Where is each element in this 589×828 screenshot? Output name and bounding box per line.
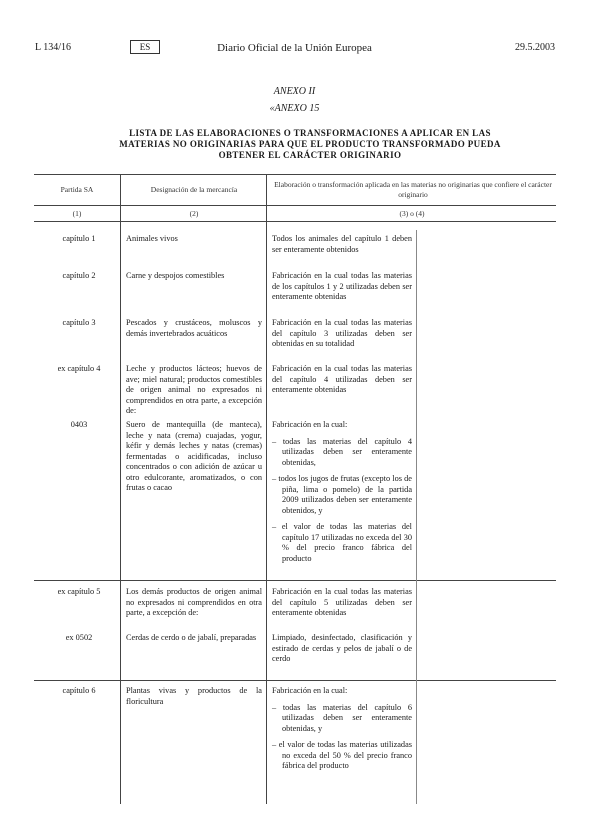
processing-rule <box>272 420 412 564</box>
hs-code: capítulo 6 <box>62 686 96 695</box>
column-header-description: Designación de la mercancía <box>150 185 238 194</box>
rule-item: – todos los jugos de frutas (excepto los de piña, lima o pomelo) de la partida 2009 utilizados deben ser enteramente obtenidos, y <box>272 474 412 515</box>
column-number: (2) <box>189 209 199 218</box>
hs-code: ex capítulo 4 <box>57 364 101 373</box>
header-rule <box>34 205 556 206</box>
column-header-processing: Elaboración o transformación aplicada en las materias no originarias que confiere el carácter originario <box>274 180 552 199</box>
hs-code: capítulo 3 <box>62 318 96 327</box>
journal-title: Diario Oficial de la Unión Europea <box>217 42 372 54</box>
hs-code: capítulo 1 <box>62 234 96 243</box>
hs-code: capítulo 2 <box>62 271 96 280</box>
hs-code: ex capítulo 5 <box>57 587 101 596</box>
column-number: (3) o (4) <box>399 209 425 218</box>
goods-description: Carne y despojos comestibles <box>126 271 225 280</box>
column-number: (1) <box>72 209 82 218</box>
rule-item: – el valor de todas las materias del capítulo 17 utilizadas no exceda del 30 % del precio franco fábrica del producto <box>272 522 412 563</box>
rule-item: – todas las materias del capítulo 6 utilizadas deben ser enteramente obtenidas, y <box>272 702 412 733</box>
processing-rule <box>272 686 412 772</box>
hs-code: 0403 <box>70 420 88 429</box>
processing-rule: Todos los animales del capítulo 1 deben ser enteramente obtenidos <box>272 234 412 254</box>
annex-heading: ANEXO II <box>273 86 316 97</box>
column-divider <box>120 174 121 804</box>
publication-date: 29.5.2003 <box>515 42 555 53</box>
document-title: LISTA DE LAS ELABORACIONES O TRANSFORMACIONES A APLICAR EN LAS MATERIAS NO ORIGINARIAS PARA QUE EL PRODUCTO TRANSFORMADO PUEDA OBTENER EL CARÁCTER ORIGINARIO <box>119 128 501 160</box>
goods-description: Pescados y crustáceos, moluscos y demás invertebrados acuáticos <box>126 318 262 338</box>
processing-rule: Limpiado, desinfectado, clasificación y estirado de cerdas y pelos de jabalí o de cerdo <box>272 633 412 663</box>
column-divider <box>266 174 267 804</box>
goods-description: Leche y productos lácteos; huevos de ave; miel natural; productos comestibles de origen animal no expresados ni comprendidos en otra parte, a excepción de: <box>126 364 262 415</box>
rule-item: – todas las materias del capítulo 4 utilizadas deben ser enteramente obtenidas, <box>272 436 412 467</box>
rule-intro: Fabricación en la cual: <box>272 420 348 429</box>
processing-rule: Fabricación en la cual todas las materias del capítulo 3 utilizadas deben ser obtenidas en su totalidad <box>272 318 412 348</box>
row-separator <box>34 680 556 681</box>
page-reference: L 134/16 <box>35 42 72 53</box>
row-separator <box>34 580 556 581</box>
annex-15-heading: «ANEXO 15 <box>269 103 320 114</box>
table-top-rule <box>34 174 556 175</box>
goods-description: Cerdas de cerdo o de jabalí, preparadas <box>126 633 257 642</box>
processing-rule: Fabricación en la cual todas las materias del capítulo 4 utilizadas deben ser enteramente obtenidas <box>272 364 412 394</box>
numbers-rule <box>34 221 556 222</box>
goods-description: Suero de mantequilla (de manteca), leche y nata (crema) cuajadas, yogur, kéfir y demás leches y natas (cremas) fermentadas o acidificadas, incluso concentrados o con adición de azúcar u otro edulcorante, aromatizados, o con frutas o cacao <box>126 420 262 492</box>
processing-rule: Fabricación en la cual todas las materias de los capítulos 1 y 2 utilizadas deben ser enteramente obtenidas <box>272 271 412 301</box>
processing-rule: Fabricación en la cual todas las materias del capítulo 5 utilizadas deben ser enteramente obtenidas <box>272 587 412 617</box>
hs-code: ex 0502 <box>65 633 93 642</box>
column-divider <box>416 230 417 804</box>
rule-item: – el valor de todas las materias utilizadas no exceda del 50 % del precio franco fábrica del producto <box>272 740 412 770</box>
goods-description: Animales vivos <box>126 234 178 243</box>
goods-description: Plantas vivas y productos de la floricultura <box>126 686 262 706</box>
column-header-hs: Partida SA <box>60 185 94 194</box>
rule-intro: Fabricación en la cual: <box>272 686 348 695</box>
language-badge: ES <box>130 40 160 54</box>
goods-description: Los demás productos de origen animal no expresados ni comprendidos en otra parte, a excepción de: <box>126 587 262 617</box>
